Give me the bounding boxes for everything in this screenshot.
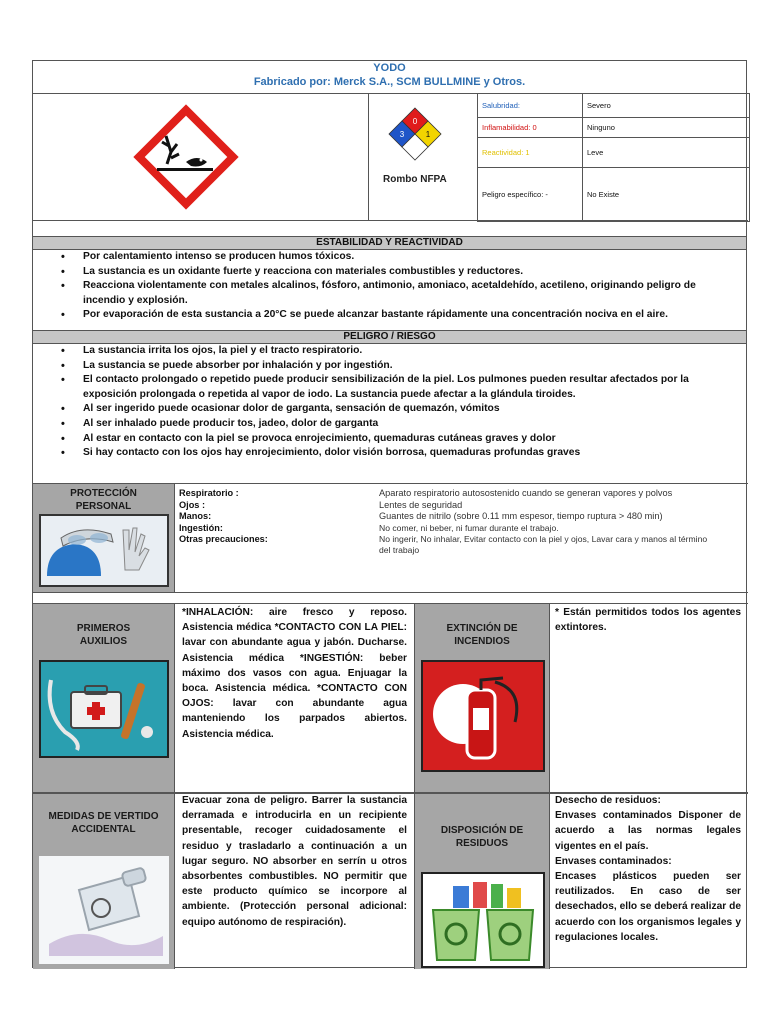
chemical-spill-icon (39, 856, 169, 964)
spill-text: Evacuar zona de peligro. Barrer la sustancia derramada e introducirla en un recipiente presentable, recoger cuidadosamente el residuo y trasladarlo a continuación a un lugar seguro. NO absorber en serrín u otros absorbentes combustibles. NO permitir que este producto químico se incorpore al ambiente. (Protección personal adicional: equipo autónomo de respiración). (182, 795, 407, 928)
ppe-value: No ingerir, No inhalar, Evitar contacto con la piel y ojos, Lavar cara y manos al término del trabajo (379, 534, 708, 555)
first-aid-kit-icon (41, 662, 167, 756)
nfpa-health-value: 3 (399, 130, 405, 139)
ppe-section (33, 483, 748, 593)
list-item: • Al ser inhalado puede producir tos, jadeo, dolor de garganta (83, 417, 738, 432)
nfpa-label: Rombo NFPA (383, 174, 447, 185)
ghs-pictogram-box (33, 93, 369, 221)
list-item: • El contacto prolongado o repetido puede producir sensibilización de la piel. Los pulmones pueden resultar afectados por la exposición prolongada o repetida al vapor de iodo. La sustancia puede afectar a la glándula tiroides. (83, 373, 738, 402)
stability-heading: ESTABILIDAD Y REACTIVIDAD (33, 236, 746, 250)
list-item: • La sustancia irrita los ojos, la piel y el tracto respiratorio. (83, 344, 738, 359)
spill-label: MEDIDAS DE VERTIDO ACCIDENTAL (48, 811, 159, 835)
list-item: • La sustancia es un oxidante fuerte y reacciona con materiales combustibles y reductores. (83, 265, 738, 280)
fire-label-cell (414, 604, 550, 792)
ppe-label: PROTECCIÓN PERSONAL (70, 488, 137, 512)
nfpa-rating-table (477, 93, 750, 222)
ppe-value: Aparato respiratorio autosostenido cuando se generan vapores y polvos (379, 488, 673, 498)
disposal-text-2: Encases plásticos pueden ser reutilizados. En caso de ser desechados, ello se deberá realizar de acuerdo con los organismos legales y regulaciones locales. (555, 871, 741, 943)
spill-disposal-row (33, 793, 748, 969)
list-item: • Reacciona violentamente con metales alcalinos, fósforo, antimonio, amoniaco, acetaldehído, acetileno, originando peligro de incendio y explosión. (83, 279, 738, 308)
disposal-heading-1: Desecho de residuos: (555, 795, 661, 806)
manufacturer-line: Fabricado por: Merck S.A., SCM BULLMINE y Otros. (253, 76, 526, 88)
nfpa-row-value: Leve (583, 138, 750, 168)
nfpa-row-value: No Existe (583, 168, 750, 222)
chemical-title: YODO (373, 62, 406, 74)
ppe-details (179, 488, 745, 555)
nfpa-row-key: Reactividad: 1 (478, 138, 583, 168)
environment-hazard-icon (131, 102, 241, 212)
first-aid-label-cell (33, 604, 175, 792)
ppe-value: Lentes de seguridad (379, 499, 463, 510)
disposal-text-1: Envases contaminados Disponer de acuerdo a las normas legales vigentes en el país. (555, 810, 741, 852)
list-item: • Por calentamiento intenso se producen humos tóxicos. (83, 250, 738, 265)
ppe-key: Respiratorio : (179, 488, 239, 498)
ppe-label-cell (33, 484, 175, 592)
nfpa-row-key: Inflamabilidad: 0 (478, 118, 583, 138)
hazard-list (33, 344, 746, 461)
first-aid-label: PRIMEROS AUXILIOS (76, 623, 131, 647)
disposal-text (555, 793, 741, 945)
disposal-heading-2: Envases contaminados: (555, 855, 672, 867)
disposal-label: DISPOSICIÓN DE RESIDUOS (440, 825, 524, 849)
safety-data-sheet (32, 60, 747, 968)
first-aid-text: *INHALACIÓN: aire fresco y reposo. Asistencia médica *CONTACTO CON LA PIEL: lavar con abundante agua y jabón. Ducharse. Asistencia médica *INGESTIÓN: beber máximo dos vasos con agua. Enjuagar la boca. Asistencia médica. *CONTACTO CON OJOS: lavar con abundante agua manteniendo los parpados abiertos. Asistencia médica. (182, 607, 407, 740)
ppe-key: Otras precauciones: (179, 534, 268, 544)
fire-extinguisher-icon (423, 662, 543, 770)
list-item: • Al ser ingerido puede ocasionar dolor de garganta, sensación de quemazón, vómitos (83, 402, 738, 417)
first-aid-fire-row (33, 603, 748, 793)
ppe-value: No comer, ni beber, ni fumar durante el trabajo. (379, 522, 559, 533)
hazard-heading: PELIGRO / RIESGO (33, 330, 746, 344)
nfpa-flammability-value: 0 (412, 117, 418, 126)
nfpa-box (368, 93, 748, 221)
recycling-bins-image (421, 872, 545, 968)
fire-text: * Están permitidos todos los agentes extintores. (555, 607, 741, 634)
nfpa-row-value: Ninguno (583, 118, 750, 138)
ppe-icon (41, 516, 167, 585)
list-item: • Al estar en contacto con la piel se provoca enrojecimiento, quemaduras cutáneas graves y dolor (83, 432, 738, 447)
first-aid-image (39, 660, 169, 758)
ppe-key: Manos: (179, 511, 212, 521)
nfpa-diamond-icon (387, 106, 443, 162)
nfpa-row-value: Severo (583, 94, 750, 118)
spill-image (39, 856, 169, 964)
nfpa-row-key: Salubridad: (478, 94, 583, 118)
list-item: • La sustancia se puede absorber por inhalación y por ingestión. (83, 359, 738, 374)
disposal-label-cell (414, 794, 550, 969)
ppe-image (39, 514, 169, 587)
list-item: • Si hay contacto con los ojos hay enrojecimiento, dolor visión borrosa, quemaduras profundas graves (83, 446, 738, 461)
fire-label: EXTINCIÓN DE INCENDIOS (446, 623, 518, 647)
list-item: • Por evaporación de esta sustancia a 20°C se puede alcanzar bastante rápidamente una concentración nociva en el aire. (83, 308, 738, 323)
spill-label-cell (33, 794, 175, 969)
nfpa-reactivity-value: 1 (425, 130, 431, 139)
recycling-bins-icon (423, 874, 543, 966)
ppe-value: Guantes de nitrilo (sobre 0.11 mm espesor, tiempo ruptura > 480 min) (379, 511, 663, 521)
fire-extinguisher-image (421, 660, 545, 772)
nfpa-row-key: Peligro específico: - (478, 168, 583, 222)
ppe-key: Ingestión: (179, 522, 223, 533)
ppe-key: Ojos : (179, 499, 206, 510)
stability-list (33, 250, 746, 323)
